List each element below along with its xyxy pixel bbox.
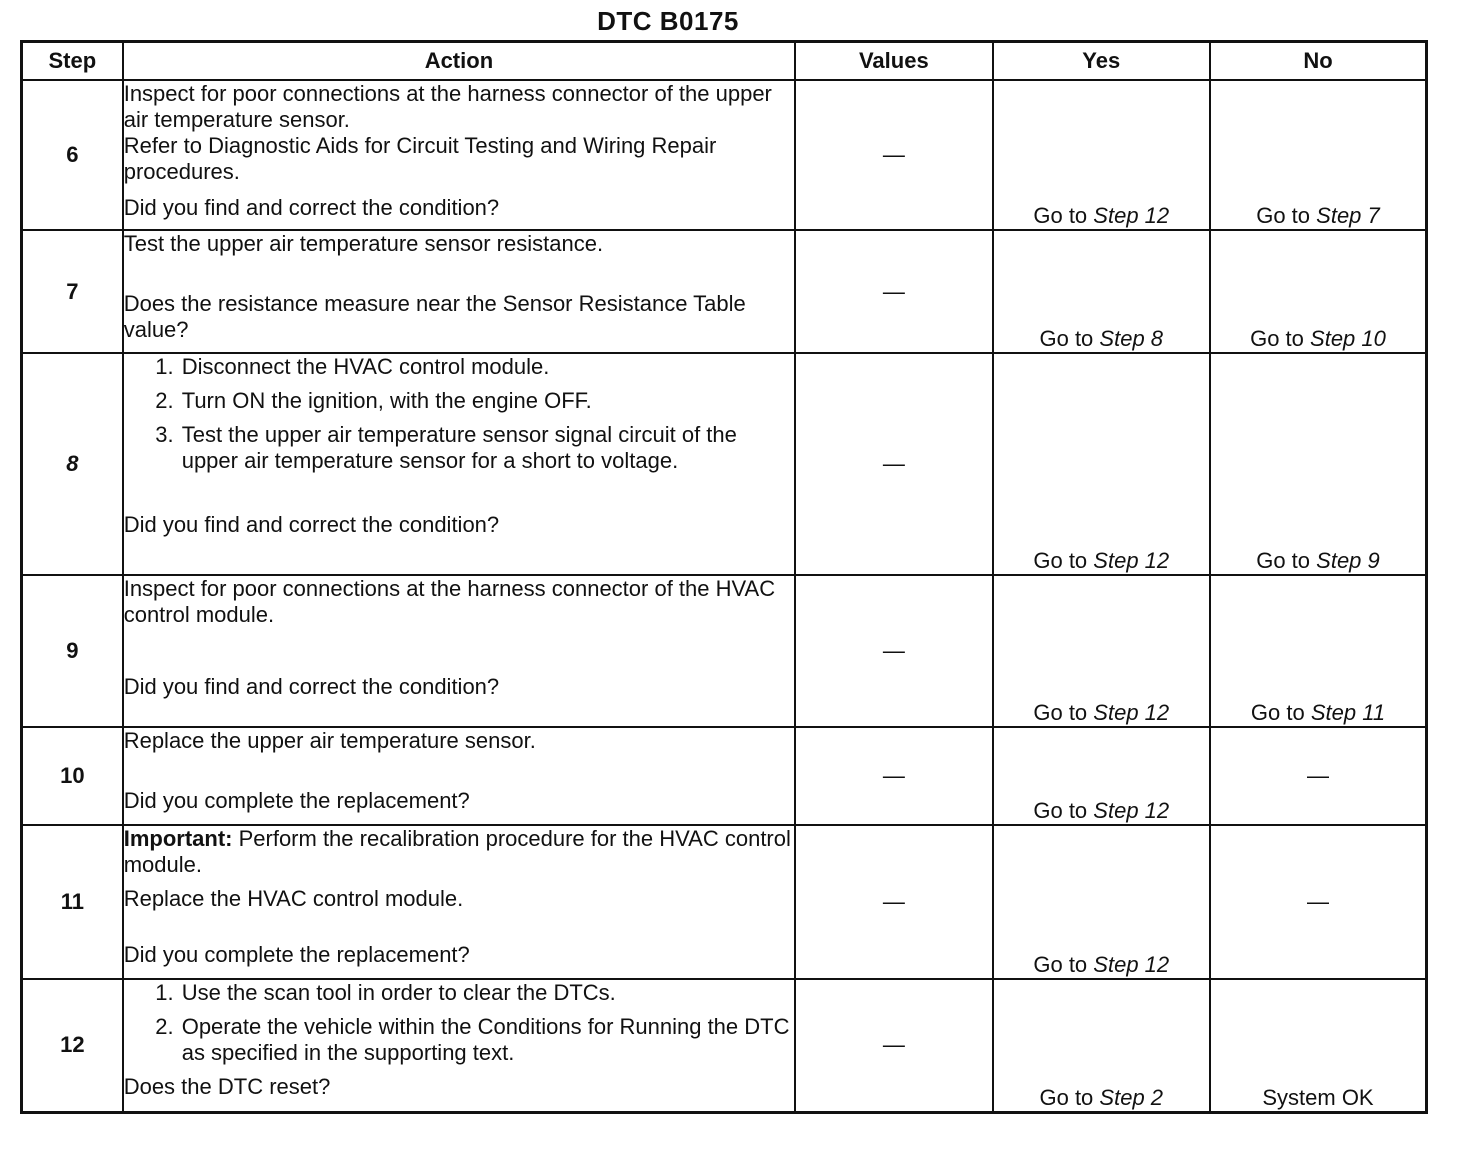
step-number: 8 bbox=[22, 353, 123, 575]
goto-step-link: Step 10 bbox=[1310, 326, 1386, 351]
action-cell bbox=[123, 575, 795, 727]
action-text: Replace the HVAC control module. bbox=[123, 886, 464, 911]
goto-step-link: Step 2 bbox=[1099, 1084, 1164, 1110]
goto-step-link: Step 8 bbox=[1099, 326, 1164, 351]
table-row bbox=[22, 979, 1427, 1112]
step-number: 6 bbox=[22, 80, 123, 230]
yes-cell bbox=[993, 353, 1210, 575]
diagnostic-table bbox=[20, 40, 1428, 1114]
yes-cell bbox=[993, 727, 1210, 825]
no-cell bbox=[1210, 575, 1427, 727]
yes-cell bbox=[993, 230, 1210, 353]
step-number: 12 bbox=[22, 979, 123, 1112]
value-cell: — bbox=[795, 727, 992, 825]
value-cell: — bbox=[795, 575, 992, 727]
action-cell bbox=[123, 353, 795, 575]
goto-prefix: Go to bbox=[1033, 548, 1088, 573]
action-text: Test the upper air temperature sensor resistance. bbox=[123, 231, 604, 256]
table-row bbox=[22, 575, 1427, 727]
goto-prefix: Go to bbox=[1033, 700, 1088, 725]
yes-cell bbox=[993, 979, 1210, 1112]
list-item: 1. Use the scan tool in order to clear the DTCs. bbox=[180, 980, 794, 1006]
step-number: 7 bbox=[22, 230, 123, 353]
goto-step-link: Step 12 bbox=[1093, 952, 1170, 977]
action-text: Inspect for poor connections at the harness connector of the HVAC control module. bbox=[123, 576, 776, 627]
table-row bbox=[22, 230, 1427, 353]
header-action: Action bbox=[123, 42, 795, 81]
goto-prefix: Go to bbox=[1256, 548, 1311, 573]
action-steps-list bbox=[124, 980, 794, 1066]
yes-cell bbox=[993, 825, 1210, 979]
goto-prefix: Go to bbox=[1256, 203, 1311, 228]
important-label: Important: bbox=[123, 826, 233, 851]
table-row bbox=[22, 353, 1427, 575]
no-cell bbox=[1210, 230, 1427, 353]
goto-prefix: Go to bbox=[1039, 326, 1094, 351]
header-step: Step bbox=[22, 42, 123, 81]
important-text: Perform the recalibration procedure for the HVAC control module. bbox=[123, 826, 791, 877]
no-cell bbox=[1210, 80, 1427, 230]
goto-prefix: Go to bbox=[1033, 952, 1088, 977]
goto-step-link: Step 12 bbox=[1093, 798, 1170, 823]
action-cell bbox=[123, 80, 795, 230]
action-text: Refer to Diagnostic Aids for Circuit Testing and Wiring Repair procedures. bbox=[123, 133, 717, 184]
no-cell: — bbox=[1210, 825, 1427, 979]
value-cell: — bbox=[795, 353, 992, 575]
yes-cell bbox=[993, 575, 1210, 727]
action-question: Did you find and correct the condition? bbox=[123, 195, 500, 220]
no-cell: System OK bbox=[1210, 979, 1427, 1112]
action-cell bbox=[123, 727, 795, 825]
important-note bbox=[124, 826, 794, 878]
header-row bbox=[22, 42, 1427, 81]
value-cell: — bbox=[795, 979, 992, 1112]
action-question: Did you find and correct the condition? bbox=[123, 674, 500, 699]
goto-step-link: Step 9 bbox=[1316, 548, 1380, 573]
action-text: Replace the upper air temperature sensor. bbox=[123, 728, 536, 753]
goto-step-link: Step 12 bbox=[1093, 548, 1170, 573]
goto-step-link: Step 11 bbox=[1310, 700, 1386, 725]
action-question: Did you complete the replacement? bbox=[123, 788, 470, 813]
goto-step-link: Step 12 bbox=[1093, 700, 1170, 725]
value-cell: — bbox=[795, 80, 992, 230]
list-item: 3. Test the upper air temperature sensor signal circuit of the upper air temperature sensor for a short to voltage. bbox=[180, 422, 794, 474]
value-cell: — bbox=[795, 825, 992, 979]
list-item: 2. Turn ON the ignition, with the engine OFF. bbox=[180, 388, 794, 414]
no-cell: — bbox=[1210, 727, 1427, 825]
goto-step-link: Step 12 bbox=[1093, 203, 1170, 228]
goto-prefix: Go to bbox=[1033, 203, 1088, 228]
goto-prefix: Go to bbox=[1033, 798, 1088, 823]
goto-prefix: Go to bbox=[1039, 1084, 1094, 1110]
action-question: Did you complete the replacement? bbox=[123, 942, 470, 967]
goto-prefix: Go to bbox=[1250, 700, 1305, 725]
step-number: 11 bbox=[22, 825, 123, 979]
table-row bbox=[22, 80, 1427, 230]
value-cell: — bbox=[795, 230, 992, 353]
action-steps-list bbox=[124, 354, 794, 474]
action-cell bbox=[123, 825, 795, 979]
action-text: Inspect for poor connections at the harness connector of the upper air temperature sensor. bbox=[123, 81, 772, 132]
action-question: Does the resistance measure near the Sensor Resistance Table value? bbox=[123, 291, 746, 342]
goto-prefix: Go to bbox=[1250, 326, 1304, 351]
header-values: Values bbox=[795, 42, 992, 81]
table-row bbox=[22, 727, 1427, 825]
step-number: 9 bbox=[22, 575, 123, 727]
step-number: 10 bbox=[22, 727, 123, 825]
list-item: 1. Disconnect the HVAC control module. bbox=[180, 354, 794, 380]
action-cell bbox=[123, 979, 795, 1112]
page-title: DTC B0175 bbox=[597, 6, 739, 36]
action-cell bbox=[123, 230, 795, 353]
action-question: Does the DTC reset? bbox=[123, 1074, 331, 1099]
table-row bbox=[22, 825, 1427, 979]
list-item: 2. Operate the vehicle within the Conditions for Running the DTC as specified in the supporting text. bbox=[180, 1014, 794, 1066]
action-question: Did you find and correct the condition? bbox=[123, 512, 500, 537]
header-yes: Yes bbox=[993, 42, 1210, 81]
no-cell bbox=[1210, 353, 1427, 575]
goto-step-link: Step 7 bbox=[1316, 203, 1380, 228]
yes-cell bbox=[993, 80, 1210, 230]
header-no: No bbox=[1210, 42, 1427, 81]
